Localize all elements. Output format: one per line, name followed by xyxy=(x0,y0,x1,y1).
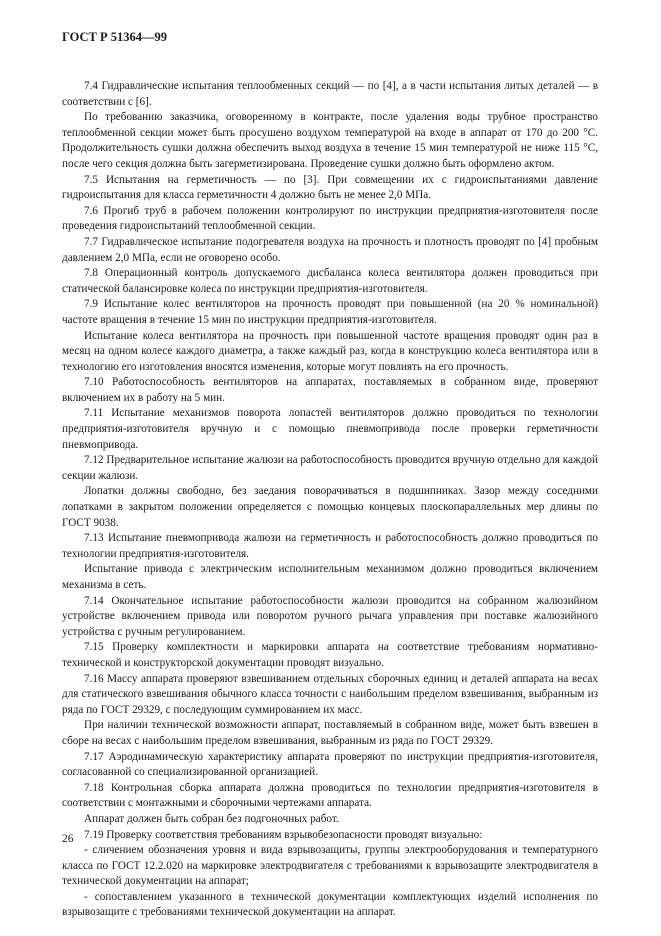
paragraph-7-13: 7.13 Испытание пневмопривода жалюзи на герметичность и работоспособность должно проводиться по технологии предприятия-изготовителя. xyxy=(62,532,598,560)
paragraph-drying: По требованию заказчика, оговоренному в контракте, после удаления воды трубное пространство теплообменной секции может быть просушено воздухом температурой на входе в аппарат от 170 до 200 °С. Продолжительность сушки должна обеспечить выход воздуха в течение 15 мин температурой не ниже 115 °С, после чего секция должна быть загерметизирована. Проведение сушки должно быть оформлено актом. xyxy=(62,111,598,170)
list-item-marking-comparison: - сличением обозначения уровня и вида взрывозащиты, группы электрооборудования и температурного класса по ГОСТ 12.2.020 на маркировке электродвигателя с требованиями к взрывозащите электродвигателя в технической документации на аппарат; xyxy=(62,844,598,888)
paragraph-7-5: 7.5 Испытания на герметичность — по [3]. При совмещении их с гидроиспытаниями давление гидроиспытания для класса герметичности 4 должно быть не менее 2,0 МПа. xyxy=(62,173,598,202)
paragraph-weighing-assembled: При наличии технической возможности аппарат, поставляемый в собранном виде, может быть взвешен в сборе на весах с наибольшим пределом взвешивания, выбранным из ряда по ГОСТ 29329. xyxy=(62,719,598,747)
paragraph-electric-drive: Испытание привода с электрическим исполнительным механизмом должно проводиться включением механизма в сеть. xyxy=(62,563,598,591)
paragraph-7-15: 7.15 Проверку комплектности и маркировки аппарата на соответствие требованиям нормативно-технической и конструкторской документации проводят визуально. xyxy=(62,641,598,669)
paragraph-7-8: 7.8 Операционный контроль допускаемого дисбаланса колеса вентилятора должен проводиться при статической балансировке колеса по инструкции предприятия-изготовителя. xyxy=(62,267,598,295)
paragraph-7-16: 7.16 Массу аппарата проверяют взвешиванием отдельных сборочных единиц и деталей аппарата на весах для статического взвешивания обычного класса точности с наибольшим пределом взвешивания, выбранным из ряда по ГОСТ 29329, с последующим суммированием их масс. xyxy=(62,672,598,716)
paragraph-7-6: 7.6 Прогиб труб в рабочем положении контролируют по инструкции предприятия-изготовителя после проведения гидроиспытаний теплообменной секции. xyxy=(62,204,598,233)
paragraph-7-14: 7.14 Окончательное испытание работоспособности жалюзи проводится на собранном жалюзийном устройстве включением привода или поворотом ручного рычага управления при поставке жалюзийного устройства с ручным регулированием. xyxy=(62,594,598,638)
paragraph-7-19: 7.19 Проверку соответствия требованиям взрывобезопасности проводят визуально: xyxy=(84,828,483,841)
paragraph-7-11: 7.11 Испытание механизмов поворота лопастей вентиляторов должно проводиться по технологии предприятия-изготовителя вручную и с помощью пневмопривода после проверки герметичности пневмопривода. xyxy=(62,407,598,451)
paragraph-no-fitting: Аппарат должен быть собран без подгоночных работ. xyxy=(84,812,339,825)
paragraph-blades: Лопатки должны свободно, без заедания поворачиваться в подшипниках. Зазор между соседними лопатками в закрытом положении определяется с помощью концевых плоскопараллельных мер длины по ГОСТ 9038. xyxy=(62,485,598,529)
paragraph-7-4: 7.4 Гидравлические испытания теплообменных секций — по [4], а в части испытания литых деталей — в соответствии с [6]. xyxy=(62,80,598,108)
paragraph-7-10: 7.10 Работоспособность вентиляторов на аппаратах, поставляемых в собранном виде, проверяют включением их в работу на 5 мин. xyxy=(62,376,598,404)
document-header: ГОСТ Р 51364—99 xyxy=(62,30,168,44)
page-number: 26 xyxy=(62,833,74,845)
paragraph-7-12: 7.12 Предварительное испытание жалюзи на работоспособность проводится вручную отдельно для каждой секции жалюзи. xyxy=(62,454,598,482)
paragraph-7-9: 7.9 Испытание колес вентиляторов на прочность проводят при повышенной (на 20 % номинальной) частоте вращения в течение 15 мин по инструкции предприятия-изготовителя. xyxy=(62,298,598,326)
document-body xyxy=(62,79,598,921)
paragraph-fan-wheel-test: Испытание колеса вентилятора на прочность при повышенной частоте вращения проводят один раз в месяц на одном колесе каждого диаметра, а также каждый раз, когда в конструкцию колеса вентилятора или в технологию его изготовления вносятся изменения, которые могут повлиять на его прочность. xyxy=(62,329,598,373)
paragraph-7-18: 7.18 Контрольная сборка аппарата должна проводиться по технологии предприятия-изготовителя в соответствии с монтажными и сборочными чертежами аппарата. xyxy=(62,781,598,810)
paragraph-7-7: 7.7 Гидравлическое испытание подогревателя воздуха на прочность и плотность проводят по [4] пробным давлением 2,0 МПа, если не оговорено особо. xyxy=(62,235,598,264)
paragraph-7-17: 7.17 Аэродинамическую характеристику аппарата проверяют по инструкции предприятия-изготовителя, согласованной со специализированной организацией. xyxy=(62,750,598,779)
list-item-documentation-comparison: - сопоставлением указанного в технической документации комплектующих изделий исполнения по взрывозащите с требованиями технической документации на аппарат. xyxy=(62,890,598,919)
